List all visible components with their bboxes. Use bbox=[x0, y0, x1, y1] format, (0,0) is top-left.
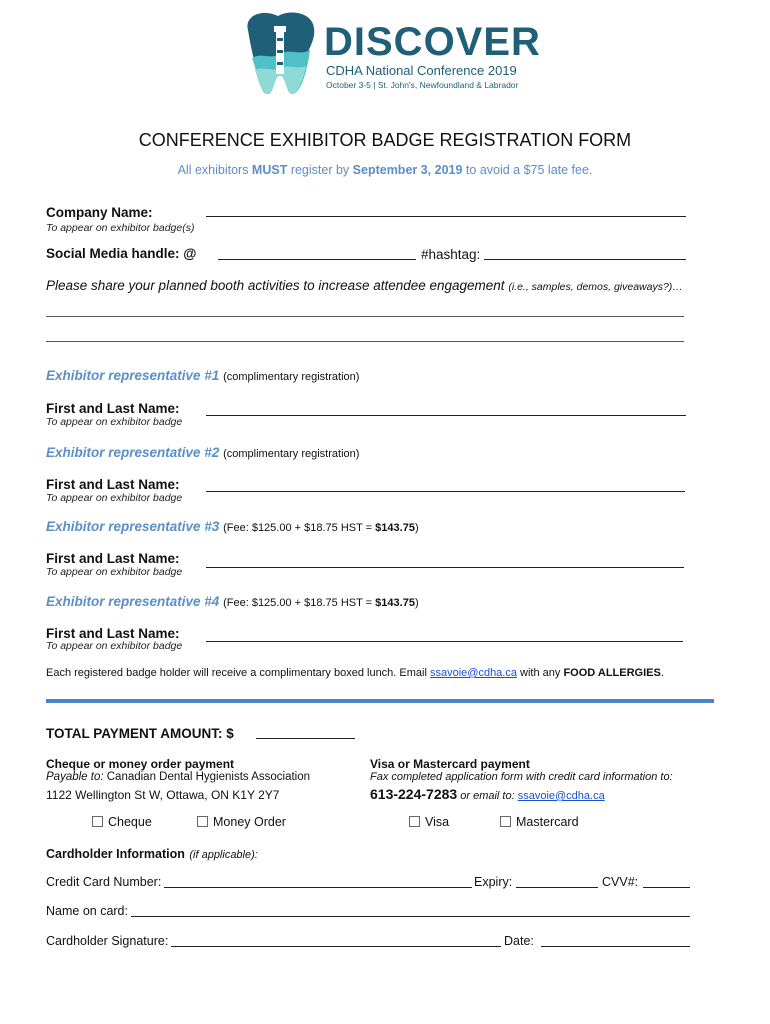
total-payment-field[interactable] bbox=[256, 738, 355, 739]
rep-3-fee-close: ) bbox=[414, 522, 419, 534]
conference-logo bbox=[240, 8, 541, 96]
name-on-card-label: Name on card: bbox=[46, 904, 128, 918]
visa-option[interactable] bbox=[409, 815, 449, 829]
logo-word: DISCOVER bbox=[324, 20, 541, 64]
mastercard-option-label: Mastercard bbox=[516, 815, 579, 829]
company-name-label: Company Name: bbox=[46, 205, 153, 220]
rep-3-fee-total: $143.75 bbox=[375, 522, 415, 534]
page-title: CONFERENCE EXHIBITOR BADGE REGISTRATION FORM bbox=[138, 130, 632, 150]
signature-label: Cardholder Signature: bbox=[46, 934, 169, 948]
logo-subtitle: CDHA National Conference 2019 bbox=[326, 63, 517, 78]
cvv-label: CVV#: bbox=[602, 875, 639, 889]
booth-examples: (i.e., samples, demos, giveaways?)… bbox=[508, 281, 683, 293]
card-number-field[interactable] bbox=[164, 887, 472, 888]
signature-field[interactable] bbox=[171, 946, 501, 947]
rep-4-name-field[interactable] bbox=[206, 641, 683, 642]
rep-4-hint: To appear on exhibitor badge bbox=[46, 640, 183, 652]
rep-4-title: Exhibitor representative #4 bbox=[46, 594, 220, 609]
rep-3-hint: To appear on exhibitor badge bbox=[46, 566, 183, 578]
cheque-checkbox[interactable] bbox=[92, 816, 103, 827]
or-email-text: or email to: bbox=[457, 790, 518, 802]
booth-activities-prompt bbox=[46, 278, 683, 293]
mastercard-option[interactable] bbox=[500, 815, 579, 829]
payment-email-link[interactable]: ssavoie@cdha.ca bbox=[517, 790, 605, 802]
rep-1-name-label: First and Last Name: bbox=[46, 401, 180, 416]
cheque-option-label: Cheque bbox=[108, 815, 152, 829]
name-on-card-field[interactable] bbox=[131, 916, 690, 917]
rep-1-hint: To appear on exhibitor badge bbox=[46, 416, 183, 428]
money-order-checkbox[interactable] bbox=[197, 816, 208, 827]
lunch-note bbox=[46, 667, 664, 679]
notice-text: register by bbox=[287, 163, 353, 177]
rep-2-name-field[interactable] bbox=[206, 491, 685, 492]
rep-1-title: Exhibitor representative #1 bbox=[46, 368, 220, 383]
lunch-text: with any bbox=[516, 667, 564, 679]
cvv-field[interactable] bbox=[643, 887, 690, 888]
payable-value: Canadian Dental Hygienists Association bbox=[103, 771, 311, 783]
lunch-text: Each registered badge holder will receive a complimentary boxed lunch. Email bbox=[46, 667, 430, 679]
registration-notice bbox=[0, 163, 770, 177]
rep-3-name-label: First and Last Name: bbox=[46, 551, 180, 566]
visa-option-label: Visa bbox=[425, 815, 450, 829]
cheque-heading: Cheque or money order payment bbox=[46, 757, 235, 771]
rep-4-fee-total: $143.75 bbox=[375, 597, 415, 609]
money-order-option[interactable] bbox=[197, 815, 286, 829]
visa-heading: Visa or Mastercard payment bbox=[370, 757, 530, 771]
booth-activities-line-1[interactable] bbox=[46, 316, 684, 317]
rep-2-heading bbox=[46, 445, 359, 460]
company-name-field[interactable] bbox=[206, 216, 686, 217]
food-allergies: FOOD ALLERGIES bbox=[563, 667, 661, 679]
tooth-lighthouse-icon bbox=[240, 8, 322, 96]
fax-number: 613-224-7283 bbox=[370, 786, 458, 802]
rep-4-heading bbox=[46, 594, 419, 609]
notice-text: to avoid a $75 late fee. bbox=[462, 163, 593, 177]
company-name-hint: To appear on exhibitor badge(s) bbox=[46, 222, 195, 234]
fax-note: Fax completed application form with credit card information to: bbox=[370, 771, 673, 783]
notice-deadline: September 3, 2019 bbox=[352, 163, 463, 177]
hashtag-label: #hashtag: bbox=[421, 247, 481, 262]
rep-2-name-label: First and Last Name: bbox=[46, 477, 180, 492]
lunch-text: . bbox=[660, 667, 664, 679]
rep-1-name-field[interactable] bbox=[206, 415, 686, 416]
expiry-field[interactable] bbox=[516, 887, 598, 888]
fax-contact bbox=[370, 786, 605, 804]
lunch-email-link[interactable]: ssavoie@cdha.ca bbox=[429, 667, 517, 679]
payable-to bbox=[46, 771, 310, 783]
mailing-address: 1122 Wellington St W, Ottawa, ON K1Y 2Y7 bbox=[46, 788, 280, 802]
rep-3-fee-note: (Fee: $125.00 + $18.75 HST = bbox=[223, 522, 376, 534]
notice-must: MUST bbox=[251, 163, 288, 177]
rep-2-title: Exhibitor representative #2 bbox=[46, 445, 220, 460]
payable-label: Payable to: bbox=[46, 771, 104, 783]
section-divider bbox=[46, 699, 714, 703]
logo-dates: October 3-5 | St. John's, Newfoundland & Labrador bbox=[326, 80, 519, 90]
cheque-option[interactable] bbox=[92, 815, 152, 829]
rep-4-name-label: First and Last Name: bbox=[46, 626, 180, 641]
date-label: Date: bbox=[504, 934, 534, 948]
rep-3-name-field[interactable] bbox=[206, 567, 684, 568]
rep-2-note: (complimentary registration) bbox=[223, 448, 360, 460]
rep-1-heading bbox=[46, 368, 359, 383]
total-payment-label: TOTAL PAYMENT AMOUNT: $ bbox=[46, 726, 234, 741]
cardholder-heading-note: (if applicable): bbox=[189, 849, 258, 861]
date-field[interactable] bbox=[541, 946, 690, 947]
rep-3-title: Exhibitor representative #3 bbox=[46, 519, 220, 534]
rep-3-heading bbox=[46, 519, 419, 534]
rep-4-fee-note: (Fee: $125.00 + $18.75 HST = bbox=[223, 597, 376, 609]
booth-activities-line-2[interactable] bbox=[46, 341, 684, 342]
booth-prompt-text: Please share your planned booth activities to increase attendee engagement bbox=[46, 278, 505, 293]
rep-4-fee-close: ) bbox=[414, 597, 419, 609]
social-media-field[interactable] bbox=[218, 259, 416, 260]
visa-checkbox[interactable] bbox=[409, 816, 420, 827]
rep-2-hint: To appear on exhibitor badge bbox=[46, 492, 183, 504]
cardholder-heading-text: Cardholder Information bbox=[46, 847, 185, 861]
notice-text: All exhibitors bbox=[177, 163, 252, 177]
hashtag-field[interactable] bbox=[484, 259, 686, 260]
cardholder-heading bbox=[46, 845, 258, 863]
mastercard-checkbox[interactable] bbox=[500, 816, 511, 827]
social-media-label: Social Media handle: @ bbox=[46, 246, 197, 261]
rep-1-note: (complimentary registration) bbox=[223, 371, 360, 383]
money-order-option-label: Money Order bbox=[213, 815, 286, 829]
expiry-label: Expiry: bbox=[474, 875, 513, 889]
card-number-label: Credit Card Number: bbox=[46, 875, 162, 889]
